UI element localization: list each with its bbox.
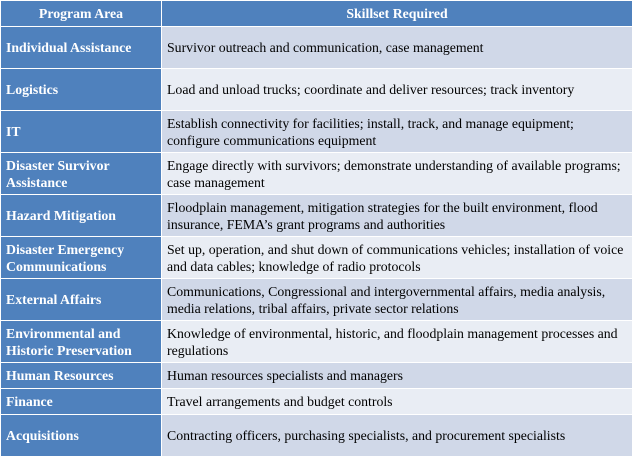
program-area-cell: Individual Assistance: [1, 27, 162, 69]
program-area-cell: Disaster Survivor Assistance: [1, 153, 162, 195]
program-area-cell: Logistics: [1, 69, 162, 111]
table-row: [1, 195, 632, 237]
skillset-cell: Floodplain management, mitigation strategies for the built environment, flood insurance, FEMA’s grant programs and authorities: [162, 195, 632, 237]
skillset-cell: Communications, Congressional and intergovernmental affairs, media analysis, media relations, tribal affairs, private sector relations: [162, 279, 632, 321]
program-area-cell: Human Resources: [1, 363, 162, 389]
table-row: [1, 69, 632, 111]
skillset-cell: Load and unload trucks; coordinate and deliver resources; track inventory: [162, 69, 632, 111]
program-area-cell: External Affairs: [1, 279, 162, 321]
skillset-cell: Set up, operation, and shut down of communications vehicles; installation of voice and data cables; knowledge of radio protocols: [162, 237, 632, 279]
skillset-cell: Human resources specialists and managers: [162, 363, 632, 389]
header-row: [1, 1, 632, 27]
table-row: [1, 363, 632, 389]
skillset-cell: Knowledge of environmental, historic, and floodplain management processes and regulations: [162, 321, 632, 363]
skillset-cell: Establish connectivity for facilities; install, track, and manage equipment; configure communications equipment: [162, 111, 632, 153]
program-area-cell: Disaster Emergency Communications: [1, 237, 162, 279]
program-area-cell: Hazard Mitigation: [1, 195, 162, 237]
program-area-cell: Environmental and Historic Preservation: [1, 321, 162, 363]
program-area-cell: Finance: [1, 389, 162, 415]
table-row: [1, 321, 632, 363]
program-area-cell: Acquisitions: [1, 415, 162, 457]
skillset-cell: Survivor outreach and communication, case management: [162, 27, 632, 69]
skillset-cell: Travel arrangements and budget controls: [162, 389, 632, 415]
table-header: [1, 1, 632, 27]
header-skillset-required: Skillset Required: [162, 1, 632, 27]
skillset-cell: Engage directly with survivors; demonstrate understanding of available programs; case management: [162, 153, 632, 195]
table-row: [1, 153, 632, 195]
table-row: [1, 389, 632, 415]
table-row: [1, 27, 632, 69]
table-body: [1, 27, 632, 457]
table-row: [1, 279, 632, 321]
skillset-cell: Contracting officers, purchasing specialists, and procurement specialists: [162, 415, 632, 457]
program-area-cell: IT: [1, 111, 162, 153]
table-row: [1, 237, 632, 279]
table-row: [1, 111, 632, 153]
header-program-area: Program Area: [1, 1, 162, 27]
table-row: [1, 415, 632, 457]
